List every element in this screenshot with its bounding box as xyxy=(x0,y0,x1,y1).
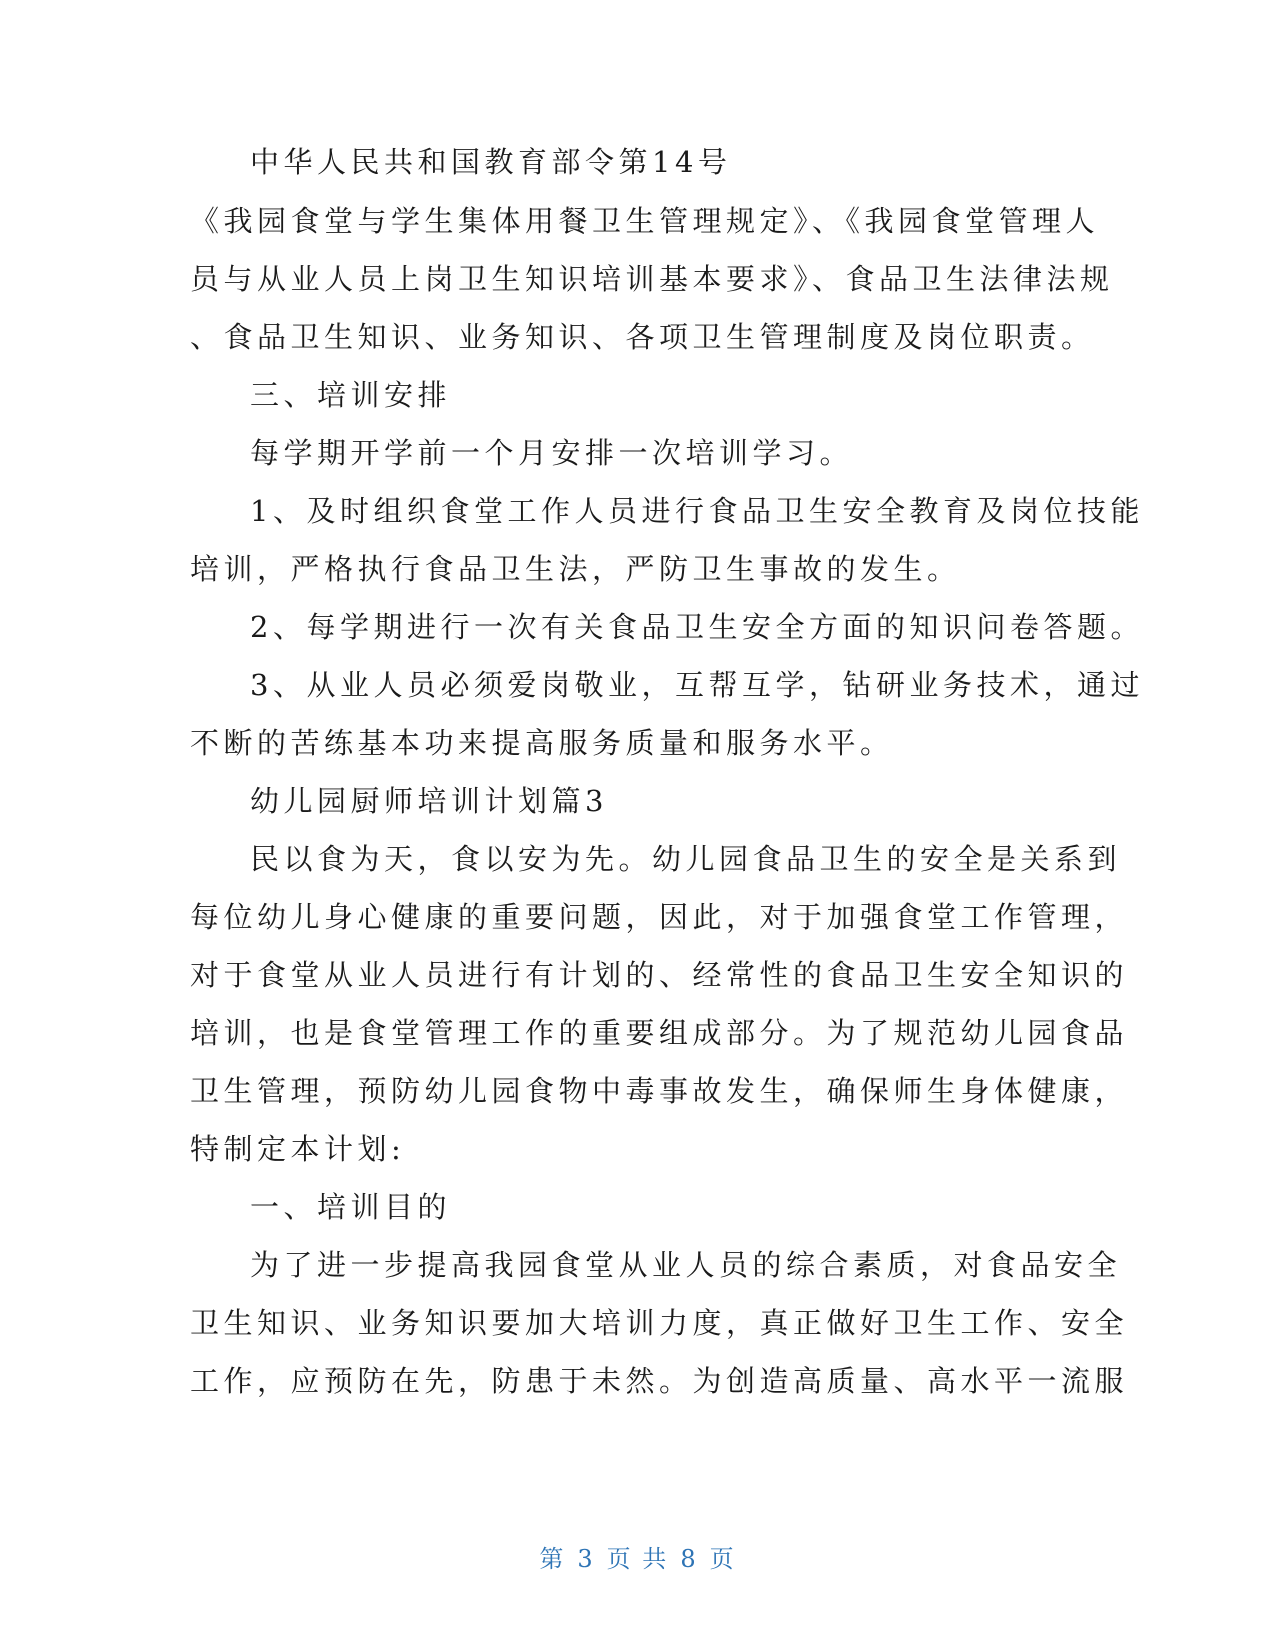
current-page-number: 3 xyxy=(577,1545,595,1573)
text-line: 卫生管理，预防幼儿园食物中毒事故发生，确保师生身体健康， xyxy=(190,1074,1129,1108)
list-item: 2、每学期进行一次有关食品卫生安全方面的知识问卷答题。 xyxy=(250,610,1144,644)
text-line: 《我园食堂与学生集体用餐卫生管理规定》、《我园食堂管理人 xyxy=(190,204,1100,238)
section-heading: 三、培训安排 xyxy=(250,378,452,412)
list-item: 1、及时组织食堂工作人员进行食品卫生安全教育及岗位技能 xyxy=(250,494,1144,528)
text-line: 对于食堂从业人员进行有计划的、经常性的食品卫生安全知识的 xyxy=(190,958,1129,992)
text-line: 培训，严格执行食品卫生法，严防卫生事故的发生。 xyxy=(190,552,961,586)
text-line: 特制定本计划: xyxy=(190,1132,406,1166)
text-line: 、食品卫生知识、业务知识、各项卫生管理制度及岗位职责。 xyxy=(190,320,1095,354)
text-line: 为了进一步提高我园食堂从业人员的综合素质，对食品安全 xyxy=(250,1248,1122,1282)
text-line: 民以食为天，食以安为先。幼儿园食品卫生的安全是关系到 xyxy=(250,842,1122,876)
text-line: 每学期开学前一个月安排一次培训学习。 xyxy=(250,436,854,470)
footer-suffix: 页 xyxy=(709,1545,736,1573)
text-line: 工作，应预防在先，防患于未然。为创造高质量、高水平一流服 xyxy=(190,1364,1129,1398)
text-line: 中华人民共和国教育部令第14号 xyxy=(250,145,732,179)
text-line: 培训，也是食堂管理工作的重要组成部分。为了规范幼儿园食品 xyxy=(190,1016,1129,1050)
page-footer xyxy=(0,1544,1275,1574)
footer-middle: 页 共 xyxy=(606,1545,669,1573)
text-line: 卫生知识、业务知识要加大培训力度，真正做好卫生工作、安全 xyxy=(190,1306,1129,1340)
footer-prefix: 第 xyxy=(539,1545,566,1573)
section-heading: 一、培训目的 xyxy=(250,1190,452,1224)
text-line: 每位幼儿身心健康的重要问题，因此，对于加强食堂工作管理， xyxy=(190,900,1129,934)
section-heading: 幼儿园厨师培训计划篇3 xyxy=(250,784,608,818)
total-pages-number: 8 xyxy=(680,1545,698,1573)
text-line: 不断的苦练基本功来提高服务质量和服务水平。 xyxy=(190,726,894,760)
text-line: 员与从业人员上岗卫生知识培训基本要求》、食品卫生法律法规 xyxy=(190,262,1114,296)
list-item: 3、从业人员必须爱岗敬业，互帮互学，钻研业务技术，通过 xyxy=(250,668,1144,702)
